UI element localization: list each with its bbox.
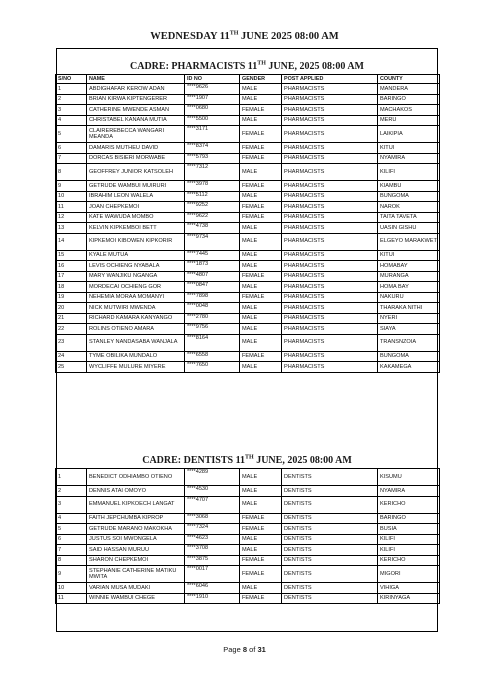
cell-county: KILIFI	[378, 534, 440, 545]
table-row	[56, 555, 440, 566]
cell-id: ****7324	[185, 524, 240, 535]
table-row	[56, 545, 440, 556]
cell-post: PHARMACISTS	[282, 334, 378, 351]
cell-sno: 7	[56, 153, 87, 164]
cell-sno: 11	[56, 593, 87, 604]
cell-gender: MALE	[240, 496, 282, 513]
dent-cadre-post: JUNE, 2025 08:00 AM	[253, 455, 352, 466]
table-row	[56, 212, 440, 223]
table-row	[56, 334, 440, 351]
cell-gender: MALE	[240, 282, 282, 293]
cell-post: PHARMACISTS	[282, 282, 378, 293]
cell-name: ABDIGHAFAR KEROW ADAN	[87, 84, 185, 95]
cell-id: ****3708	[185, 545, 240, 556]
cell-county: KERICHO	[378, 496, 440, 513]
cell-id: ****9252	[185, 202, 240, 213]
cell-post: PHARMACISTS	[282, 143, 378, 154]
cell-gender: MALE	[240, 469, 282, 486]
cell-name: SHARON CHEPKEMOI	[87, 555, 185, 566]
cell-name: DAMARIS MUTHEU DAVID	[87, 143, 185, 154]
cell-id: ****5793	[185, 153, 240, 164]
cell-county: BUNGOMA	[378, 191, 440, 202]
cell-id: ****4738	[185, 223, 240, 234]
table-row	[56, 566, 440, 583]
cell-county: MERU	[378, 115, 440, 126]
table-header-row	[56, 75, 440, 84]
cell-id: ****4707	[185, 496, 240, 513]
cell-gender: MALE	[240, 362, 282, 373]
day-title-post: JUNE 2025 08:00 AM	[238, 31, 339, 42]
cell-gender: FEMALE	[240, 126, 282, 143]
table-row	[56, 143, 440, 154]
cell-sno: 15	[56, 250, 87, 261]
cell-id: ****3171	[185, 126, 240, 143]
cell-gender: FEMALE	[240, 524, 282, 535]
cell-gender: FEMALE	[240, 212, 282, 223]
cell-sno: 17	[56, 271, 87, 282]
cell-name: FAITH JEPCHUMBA KIPROP	[87, 513, 185, 524]
cell-name: EMMANUEL KIPKOECH LANGAT	[87, 496, 185, 513]
cell-sno: 4	[56, 115, 87, 126]
cell-name: KIPKEMOI KIBOWEN KIPKORIR	[87, 233, 185, 250]
cell-post: DENTISTS	[282, 566, 378, 583]
cell-name: JOAN CHEPKEMOI	[87, 202, 185, 213]
cell-id: ****3875	[185, 555, 240, 566]
cell-name: MARY WANJIKU NGANGA	[87, 271, 185, 282]
cell-gender: FEMALE	[240, 105, 282, 116]
header-post: POST APPLIED	[282, 75, 378, 84]
cell-name: KYALE MUTUA	[87, 250, 185, 261]
cell-post: PHARMACISTS	[282, 223, 378, 234]
cell-name: LEVIS OCHIENG NYABALA	[87, 261, 185, 272]
cell-name: STANLEY NANDASABA WANJALA	[87, 334, 185, 351]
cell-post: DENTISTS	[282, 593, 378, 604]
cell-county: KAKAMEGA	[378, 362, 440, 373]
cell-name: STEPHANIE CATHERINE MATIKU MWITA	[87, 566, 185, 583]
cell-gender: MALE	[240, 115, 282, 126]
cell-post: PHARMACISTS	[282, 292, 378, 303]
table-row	[56, 105, 440, 116]
cell-id: ****9756	[185, 324, 240, 335]
cell-id: ****7445	[185, 250, 240, 261]
page-footer	[0, 645, 489, 654]
cell-sno: 1	[56, 84, 87, 95]
cell-gender: MALE	[240, 545, 282, 556]
cell-county: HOMABAY	[378, 261, 440, 272]
pharm-cadre-sup: TH	[257, 60, 266, 67]
cell-post: DENTISTS	[282, 555, 378, 566]
cell-name: ROLINS OTIENO AMARA	[87, 324, 185, 335]
table-row	[56, 351, 440, 362]
table-row	[56, 303, 440, 314]
cell-id: ****5112	[185, 191, 240, 202]
cell-name: GETRUDE MARANO MAKOKHA	[87, 524, 185, 535]
pharm-cadre-post: JUNE, 2025 08:00 AM	[265, 61, 364, 72]
cell-gender: MALE	[240, 233, 282, 250]
cell-sno: 5	[56, 126, 87, 143]
cell-post: DENTISTS	[282, 513, 378, 524]
cell-county: BARINGO	[378, 513, 440, 524]
cell-id: ****8164	[185, 334, 240, 351]
cell-post: PHARMACISTS	[282, 271, 378, 282]
cell-county: MURANGA	[378, 271, 440, 282]
cell-name: IBRAHIM LEON WALELA	[87, 191, 185, 202]
cell-county: SIAYA	[378, 324, 440, 335]
table-row	[56, 202, 440, 213]
table-row	[56, 191, 440, 202]
table-row	[56, 313, 440, 324]
cell-county: KITUI	[378, 143, 440, 154]
cell-county: UASIN GISHU	[378, 223, 440, 234]
cell-name: WYCLIFFE MULURE MIYERE	[87, 362, 185, 373]
cell-name: KELVIN KIPKEMBOI BETT	[87, 223, 185, 234]
cell-name: DORCAS BISIERI MORWABE	[87, 153, 185, 164]
cell-gender: MALE	[240, 223, 282, 234]
cell-sno: 16	[56, 261, 87, 272]
cell-name: DENNIS ATAI OMOYO	[87, 486, 185, 497]
cell-county: NYERI	[378, 313, 440, 324]
cell-sno: 13	[56, 223, 87, 234]
cell-post: PHARMACISTS	[282, 324, 378, 335]
cell-sno: 6	[56, 143, 87, 154]
header-sno: S/NO	[56, 75, 87, 84]
cell-id: ****5500	[185, 115, 240, 126]
cell-gender: FEMALE	[240, 202, 282, 213]
cell-county: KITUI	[378, 250, 440, 261]
cell-sno: 3	[56, 105, 87, 116]
cell-post: PHARMACISTS	[282, 233, 378, 250]
cell-name: CLAIREREBECCA WANGARI MEANDA	[87, 126, 185, 143]
cell-county: KILIFI	[378, 164, 440, 181]
cell-post: PHARMACISTS	[282, 153, 378, 164]
table-row	[56, 223, 440, 234]
cell-gender: MALE	[240, 534, 282, 545]
cell-name: JUSTUS SOI MWONGELA	[87, 534, 185, 545]
cell-post: PHARMACISTS	[282, 94, 378, 105]
cell-post: PHARMACISTS	[282, 191, 378, 202]
cell-gender: MALE	[240, 303, 282, 314]
cell-gender: FEMALE	[240, 143, 282, 154]
cell-county: KIRINYAGA	[378, 593, 440, 604]
cell-sno: 1	[56, 469, 87, 486]
cell-sno: 21	[56, 313, 87, 324]
cell-name: KATE WAWUDA MOMBO	[87, 212, 185, 223]
table-row	[56, 496, 440, 513]
cell-county: LAIKIPIA	[378, 126, 440, 143]
cell-gender: MALE	[240, 583, 282, 594]
cell-id: ****0048	[185, 303, 240, 314]
cell-county: TAITA TAVETA	[378, 212, 440, 223]
cell-county: NYAMIRA	[378, 153, 440, 164]
table-row	[56, 583, 440, 594]
table-row	[56, 233, 440, 250]
cell-sno: 2	[56, 94, 87, 105]
cell-gender: MALE	[240, 486, 282, 497]
cell-county: HOMA BAY	[378, 282, 440, 293]
dent-cadre-sup: TH	[245, 454, 254, 461]
table-row	[56, 115, 440, 126]
cell-id: ****3068	[185, 513, 240, 524]
day-title-sup: TH	[229, 30, 239, 37]
cell-county: KIAMBU	[378, 181, 440, 192]
cell-sno: 4	[56, 513, 87, 524]
cell-gender: FEMALE	[240, 271, 282, 282]
header-county: COUNTY	[378, 75, 440, 84]
header-name: NAME	[87, 75, 185, 84]
cell-gender: MALE	[240, 261, 282, 272]
cell-sno: 25	[56, 362, 87, 373]
cell-id: ****2780	[185, 313, 240, 324]
table-row	[56, 282, 440, 293]
cell-post: DENTISTS	[282, 524, 378, 535]
table-row	[56, 126, 440, 143]
cell-name: GEOFFREY JUNIOR KATSOLEH	[87, 164, 185, 181]
cell-county: ELGEYO MARAKWET	[378, 233, 440, 250]
cell-county: BARINGO	[378, 94, 440, 105]
cell-id: ****6558	[185, 351, 240, 362]
cell-id: ****0017	[185, 566, 240, 583]
cell-id: ****7898	[185, 292, 240, 303]
cell-gender: FEMALE	[240, 351, 282, 362]
cell-id: ****7312	[185, 164, 240, 181]
cell-name: WINNIE WAMBUI CHEGE	[87, 593, 185, 604]
cell-id: ****4623	[185, 534, 240, 545]
cell-id: ****3978	[185, 181, 240, 192]
cell-id: ****4530	[185, 486, 240, 497]
cell-post: PHARMACISTS	[282, 303, 378, 314]
cell-sno: 5	[56, 524, 87, 535]
cell-gender: MALE	[240, 94, 282, 105]
cell-post: DENTISTS	[282, 496, 378, 513]
table-row	[56, 181, 440, 192]
table-row	[56, 513, 440, 524]
cell-post: PHARMACISTS	[282, 362, 378, 373]
cell-sno: 6	[56, 534, 87, 545]
table-row	[56, 84, 440, 95]
cell-sno: 18	[56, 282, 87, 293]
cell-id: ****9622	[185, 212, 240, 223]
cell-gender: MALE	[240, 313, 282, 324]
cell-id: ****1910	[185, 593, 240, 604]
cell-id: ****7650	[185, 362, 240, 373]
cell-post: DENTISTS	[282, 583, 378, 594]
cell-id: ****9626	[185, 84, 240, 95]
table-row	[56, 94, 440, 105]
cell-name: SAID HASSAN MURUU	[87, 545, 185, 556]
cell-county: NAKURU	[378, 292, 440, 303]
cell-sno: 23	[56, 334, 87, 351]
cell-gender: FEMALE	[240, 153, 282, 164]
cell-name: MORDECAI OCHIENG GOR	[87, 282, 185, 293]
footer-of-word: of	[247, 645, 258, 654]
cell-name: BENEDICT ODHIAMBO OTIENO	[87, 469, 185, 486]
header-gender: GENDER	[240, 75, 282, 84]
cell-name: RICHARD KAMARA KANYANGO	[87, 313, 185, 324]
table-row	[56, 292, 440, 303]
cell-county: MIGORI	[378, 566, 440, 583]
cell-id: ****4289	[185, 469, 240, 486]
cell-sno: 20	[56, 303, 87, 314]
cell-county: NAROK	[378, 202, 440, 213]
cell-id: ****8374	[185, 143, 240, 154]
cell-county: THARAKA NITHI	[378, 303, 440, 314]
dent-cadre-pre: CADRE: DENTISTS 11	[142, 455, 246, 466]
cell-id: ****4807	[185, 271, 240, 282]
cell-post: DENTISTS	[282, 469, 378, 486]
table-row	[56, 153, 440, 164]
cell-sno: 8	[56, 164, 87, 181]
cell-sno: 2	[56, 486, 87, 497]
header-id: ID NO	[185, 75, 240, 84]
cell-gender: FEMALE	[240, 181, 282, 192]
pharmacists-cadre-heading	[56, 61, 438, 72]
day-title-pre: WEDNESDAY 11	[150, 31, 230, 42]
cell-post: PHARMACISTS	[282, 313, 378, 324]
pharm-cadre-pre: CADRE: PHARMACISTS 11	[130, 61, 258, 72]
cell-id: ****9734	[185, 233, 240, 250]
cell-gender: MALE	[240, 164, 282, 181]
cell-sno: 7	[56, 545, 87, 556]
cell-gender: MALE	[240, 324, 282, 335]
cell-post: PHARMACISTS	[282, 115, 378, 126]
cell-sno: 12	[56, 212, 87, 223]
cell-sno: 19	[56, 292, 87, 303]
cell-county: VIHIGA	[378, 583, 440, 594]
table-row	[56, 164, 440, 181]
cell-post: PHARMACISTS	[282, 250, 378, 261]
cell-gender: MALE	[240, 250, 282, 261]
cell-name: CATHERINE MWENDE ASMAN	[87, 105, 185, 116]
cell-sno: 8	[56, 555, 87, 566]
cell-post: PHARMACISTS	[282, 212, 378, 223]
cell-county: MANDERA	[378, 84, 440, 95]
cell-county: MACHAKOS	[378, 105, 440, 116]
cell-name: VARIAN MUSA MUDAKI	[87, 583, 185, 594]
cell-county: KERICHO	[378, 555, 440, 566]
cell-gender: MALE	[240, 84, 282, 95]
cell-post: PHARMACISTS	[282, 126, 378, 143]
cell-sno: 10	[56, 583, 87, 594]
cell-sno: 22	[56, 324, 87, 335]
cell-post: PHARMACISTS	[282, 181, 378, 192]
cell-id: ****1873	[185, 261, 240, 272]
footer-total: 31	[257, 645, 266, 654]
cell-post: DENTISTS	[282, 545, 378, 556]
dentists-cadre-heading	[56, 455, 438, 466]
table-row	[56, 324, 440, 335]
cell-gender: FEMALE	[240, 513, 282, 524]
cell-sno: 3	[56, 496, 87, 513]
cell-gender: FEMALE	[240, 566, 282, 583]
cell-post: DENTISTS	[282, 486, 378, 497]
cell-sno: 10	[56, 191, 87, 202]
cell-gender: MALE	[240, 191, 282, 202]
cell-gender: FEMALE	[240, 593, 282, 604]
cell-gender: FEMALE	[240, 292, 282, 303]
cell-id: ****0847	[185, 282, 240, 293]
cell-name: CHRISTABEL KANANA MUTIA	[87, 115, 185, 126]
cell-post: PHARMACISTS	[282, 202, 378, 213]
table-row	[56, 261, 440, 272]
table-row	[56, 534, 440, 545]
cell-gender: FEMALE	[240, 555, 282, 566]
cell-county: TRANSNZOIA	[378, 334, 440, 351]
cell-sno: 11	[56, 202, 87, 213]
cell-post: PHARMACISTS	[282, 105, 378, 116]
cell-post: PHARMACISTS	[282, 164, 378, 181]
cell-post: DENTISTS	[282, 534, 378, 545]
footer-page-num: 8	[242, 645, 247, 654]
cell-county: BUNGOMA	[378, 351, 440, 362]
cell-id: ****6046	[185, 583, 240, 594]
cell-county: KISUMU	[378, 469, 440, 486]
table-row	[56, 469, 440, 486]
cell-name: NICK MUTWIRI MWENDA	[87, 303, 185, 314]
cell-county: KILIFI	[378, 545, 440, 556]
cell-id: ****0680	[185, 105, 240, 116]
cell-gender: MALE	[240, 334, 282, 351]
table-row	[56, 250, 440, 261]
page-title	[0, 31, 489, 42]
table-row	[56, 524, 440, 535]
cell-sno: 9	[56, 566, 87, 583]
cell-post: PHARMACISTS	[282, 261, 378, 272]
table-row	[56, 593, 440, 604]
cell-id: ****1907	[185, 94, 240, 105]
footer-page-word: Page	[223, 645, 243, 654]
cell-sno: 14	[56, 233, 87, 250]
cell-name: TYME OBILIKA MUNDALO	[87, 351, 185, 362]
cell-county: BUSIA	[378, 524, 440, 535]
cell-name: BRIAN KIRWA KIPTENGERER	[87, 94, 185, 105]
cell-county: NYAMIRA	[378, 486, 440, 497]
cell-post: PHARMACISTS	[282, 84, 378, 95]
table-row	[56, 362, 440, 373]
pharmacists-table	[55, 74, 440, 373]
cell-name: GETRUDE WAMBUI MUIRURI	[87, 181, 185, 192]
cell-name: NEHEMIA MORAA MOMANYI	[87, 292, 185, 303]
table-row	[56, 486, 440, 497]
dentists-table	[55, 468, 440, 604]
cell-post: PHARMACISTS	[282, 351, 378, 362]
cell-sno: 9	[56, 181, 87, 192]
cell-sno: 24	[56, 351, 87, 362]
table-row	[56, 271, 440, 282]
